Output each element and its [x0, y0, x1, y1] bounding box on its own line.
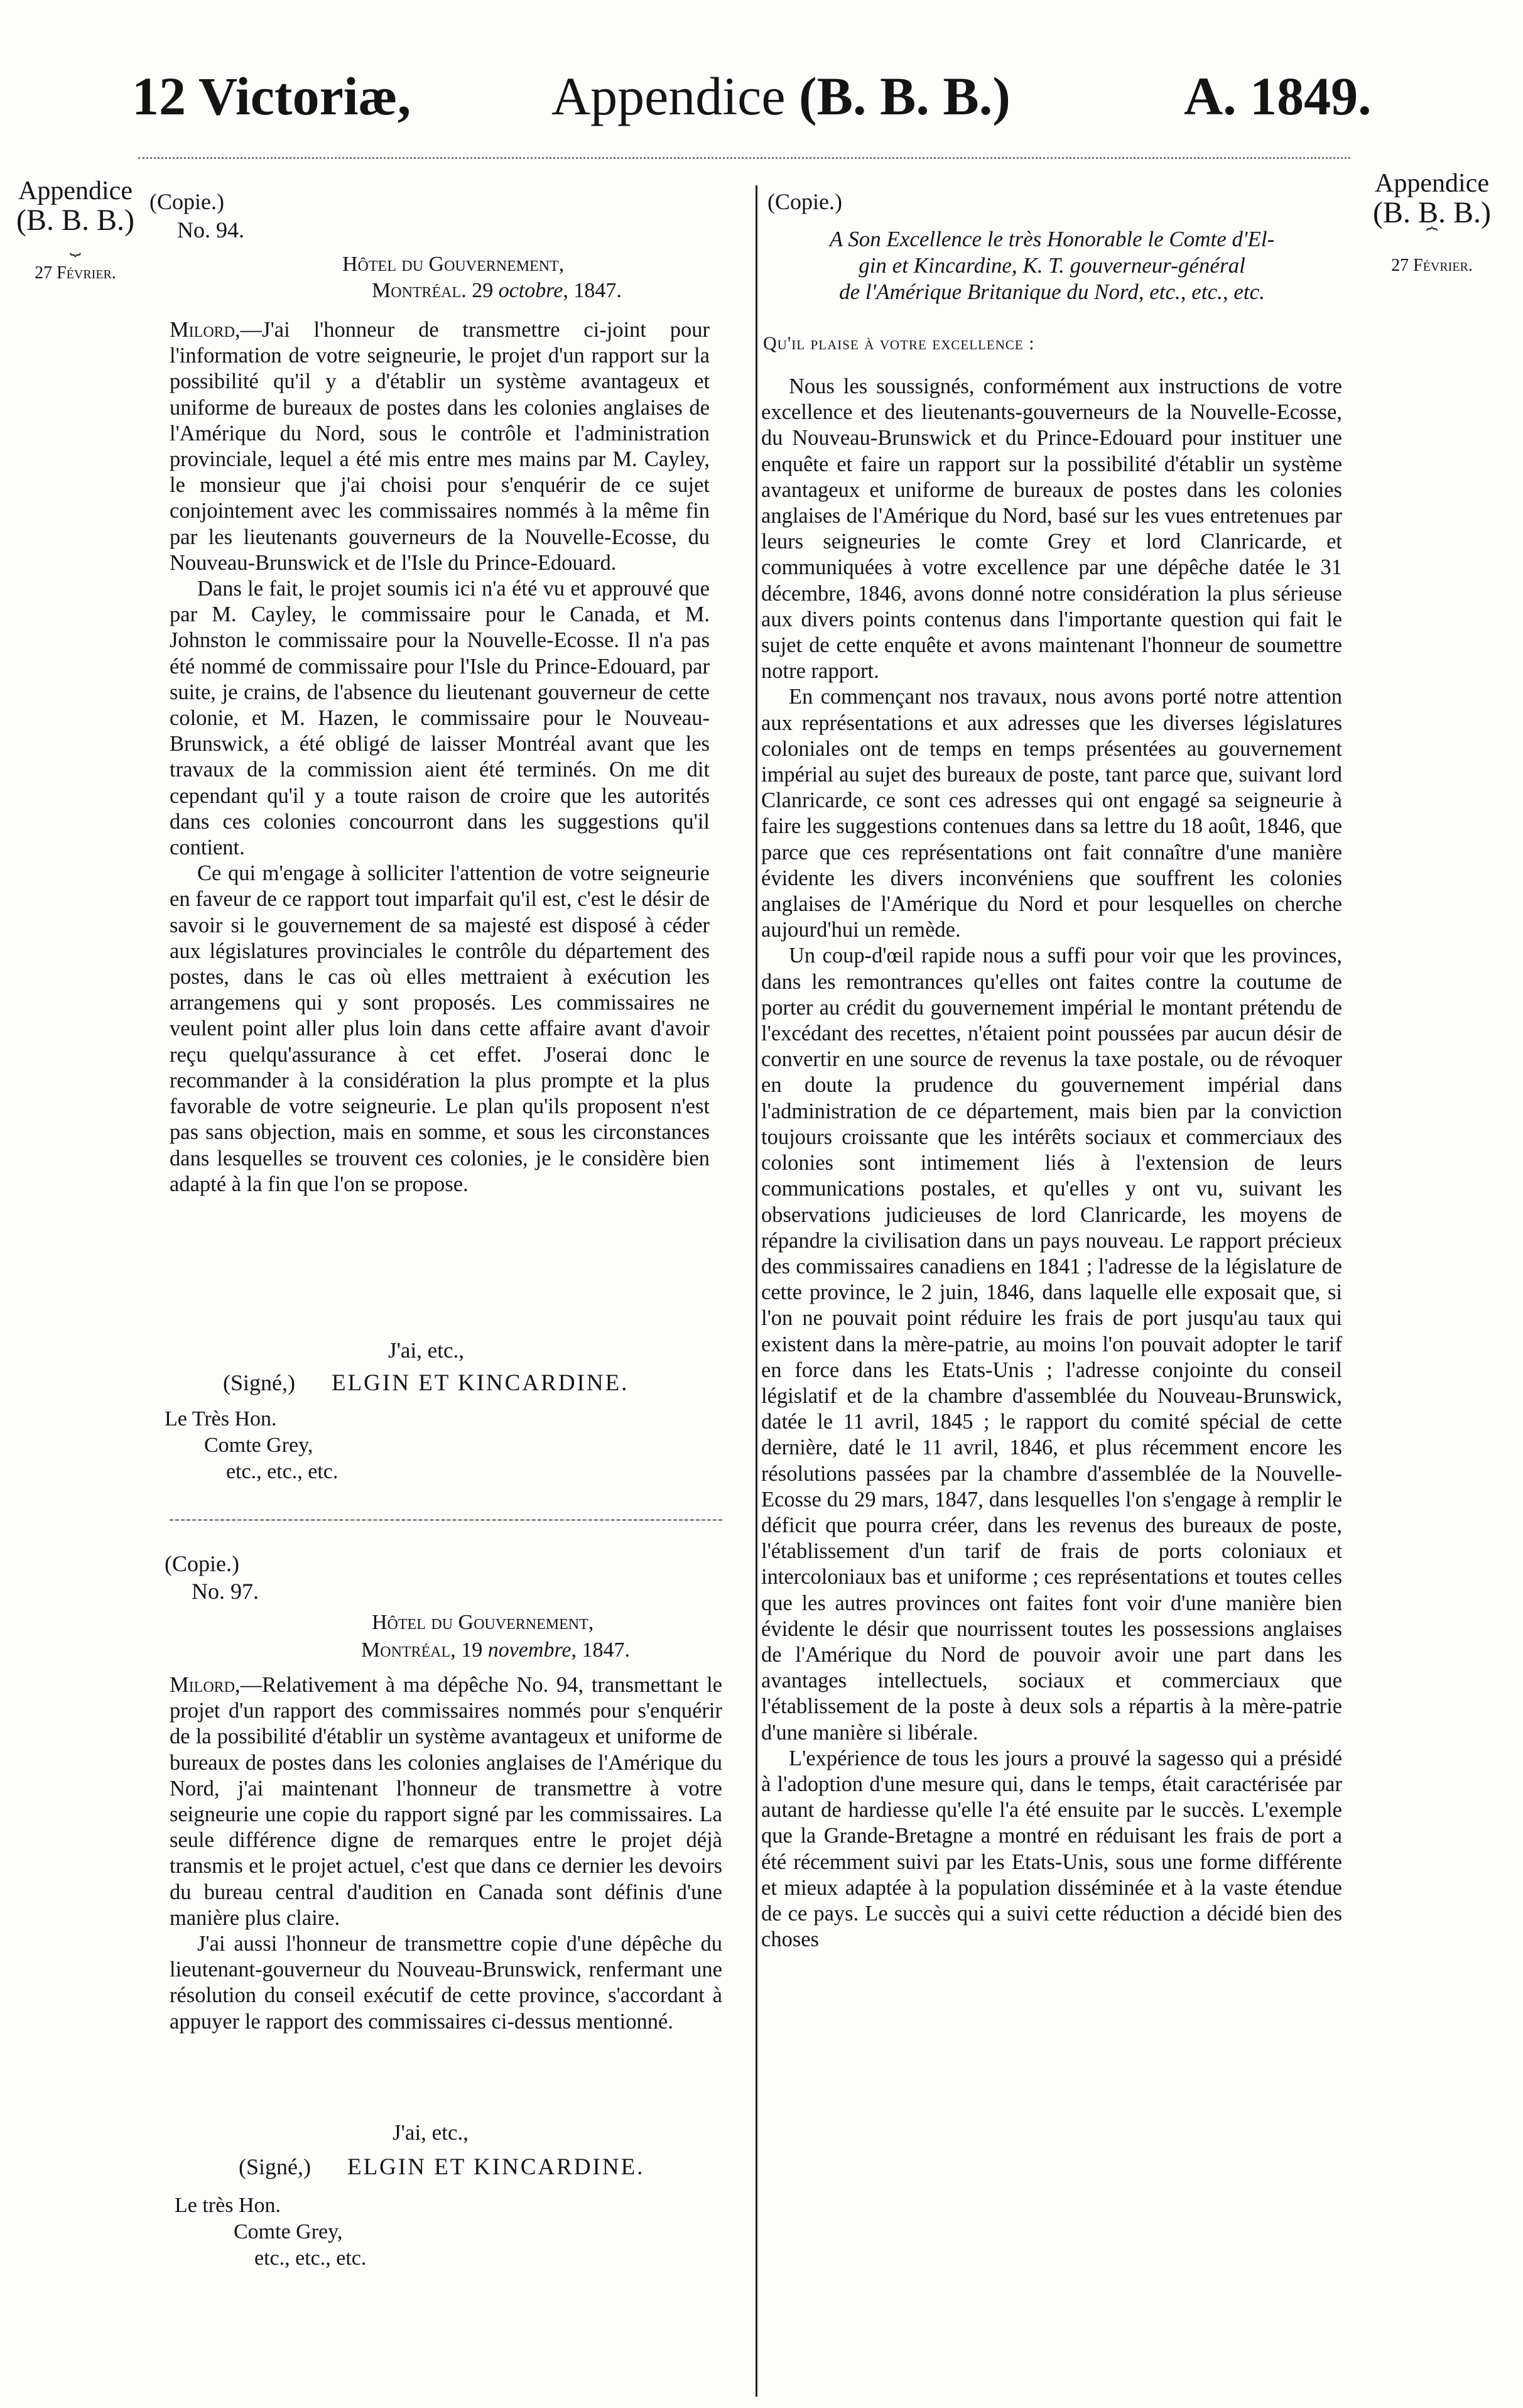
letter2-addressee-1: Le très Hon. — [175, 2194, 281, 2217]
header-session: 12 Victoriæ, — [132, 66, 411, 126]
letter2-body — [170, 1672, 722, 2035]
letter1-signe: (Signé,) — [223, 1370, 295, 1395]
letter1-paragraph-1-text: —J'ai l'honneur de transmettre ci-joint pour l'information de votre seigneurie, le projet d'un rapport sur la possibilité qu'il y a d'établir un système avantageux et uniforme de bureaux de postes dans les colonies anglaises de l'Amérique du Nord, sous le contrôle et l'administration provinciale, lequel a été mis entre mes mains par M. Cayley, le monsieur que j'ai choisi pour s'enquérir de ce sujet conjointement avec les commissaires nommés à la même fin par les lieutenants gouverneurs de la Nouvelle-Ecosse, du Nouveau-Brunswick et de l'Isle du Prince-Edouard. — [170, 318, 710, 575]
letter1-addressee-3: etc., etc., etc. — [226, 1460, 339, 1483]
right-paragraph-4: L'expérience de tous les jours a prouvé la sagesso qui a présidé à l'adoption d'une mesure qui, dans le temps, était caractérisée par autant de hardiesse qu'elle l'a été ensuite par le succès. L'exemple que la Grande-Bretagne a montré en réduisant les frais de port a été récemment suivi par les Etats-Unis, sous une forme différente et mieux adaptée à la population disséminée et à la vaste étendue de ce pays. Le succès qui a suivi cette réduction a décidé bien des choses — [761, 1746, 1342, 1952]
letter1-place: Hôtel du Gouvernement, — [342, 253, 565, 276]
letter1-paragraph-3: Ce qui m'engage à solliciter l'attention de votre seigneurie en faveur de ce rapport tout imparfait qu'il est, c'est le désir de savoir si le gouvernement de sa majesté est disposé à céder aux législatures provinciales le contrôle du département des postes, dans le cas où elles mettraient à exécution les arrangemens qui y sont proposés. Les commissaires ne veulent point aller plus loin dans cette affaire avant d'avoir reçu quelqu'assurance à cet effet. J'oserai donc le recommander à la considération la plus prompte et la plus favorable de votre seigneurie. Le plan qu'ils proposent n'est pas sans objection, mais en somme, et sous les circonstances dans lesquelles se trouvent ces colonies, je le considère bien adapté à la fin que l'on se propose. — [170, 861, 710, 1196]
letter1-salutation: Milord, — [170, 318, 241, 342]
right-body — [761, 374, 1342, 1953]
right-paragraph-3: Un coup-d'œil rapide nous a suffi pour voir que les provinces, dans les remontrances qu'elles ont faites contre la coutume de porter au crédit du gouvernement impérial le montant prétendu de l'excédant des recettes, n'étaient point poussées par aucun désir de convertir en une source de revenus la taxe postale, ou de révoquer en doute la prudence du gouvernement impérial dans l'administration de ce département, mais bien par la conviction toujours croissante que les intérêts sociaux et commerciaux des colonies sont intimement liés à l'extension de leurs communications postales, et qu'elles y ont vu, suivant les observations judicieuses de lord Clanricarde, les moyens de répandre la civilisation dans un pays nouveau. Le rapport précieux des commissaires canadiens en 1841 ; l'adresse de la législature de cette province, le 2 juin, 1846, dans laquelle elle exposait que, si l'on ne pouvait point réduire les frais de port jusqu'au taux qui existent dans la mère-patrie, au moins l'on pouvait adopter le tarif en force dans les Etats-Unis ; l'adresse conjointe du conseil législatif et de la chambre d'assemblée du Nouveau-Brunswick, datée le 11 avril, 1845 ; le rapport du comité spécial de cette dernière, daté le 11 avril, 1846, et plus récemment encore les résolutions passées par la chambre d'assemblée de la Nouvelle-Ecosse du 29 mars, 1847, dans lesquelles l'on s'engage à remplir le déficit que pourra créer, dans les revenus des bureaux de poste, l'établissement d'un tarif de frais de ports coloniaux et intercoloniaux bas et uniforme ; ces représentations et toutes celles que les autres provinces ont faites font voir d'une manière bien évidente le désir que nourrissent toutes les possessions anglaises de l'Amérique du Nord de pouvoir avoir une part dans les avantages intellectuels, sociaux et commerciaux que l'établissement de la poste à deux sols a répartis à la mère-patrie d'une manière si libérale. — [761, 944, 1342, 1745]
right-margin-code: (B. B. B.) — [1372, 196, 1491, 230]
letter2-paragraph-1-text: —Relativement à ma dépêche No. 94, transmettant le projet d'un rapport des commissaires nommés pour s'enquérir de la possibilité d'établir un système avantageux et uniforme de bureaux de postes dans les colonies anglaises de l'Amérique du Nord, j'ai maintenant l'honneur de transmettre à votre seigneurie une copie du rapport signé par les commissaires. La seule différence digne de remarques entre le projet déjà transmis et le projet actuel, c'est que dans ce dernier les devoirs du bureau central d'audition en Canada sont définis d'une manière plus claire. — [170, 1673, 722, 1930]
letter1-number: No. 94. — [177, 217, 244, 242]
letter1-body — [170, 317, 710, 1197]
letter1-signature: ELGIN ET KINCARDINE. — [331, 1370, 629, 1396]
letter2-addressee-2: Comte Grey, — [234, 2220, 343, 2243]
letter2-date-city: Montréal, — [361, 1638, 456, 1662]
right-plaise: Qu'il plaise à votre excellence : — [763, 333, 1035, 354]
right-margin-brace: ⏞ — [1426, 227, 1438, 249]
letter2-signe: (Signé,) — [239, 2154, 311, 2179]
letter1-copie: (Copie.) — [149, 189, 224, 214]
letter2-salutation: Milord, — [170, 1673, 241, 1697]
header-title — [551, 66, 1011, 126]
letter2-signature-line — [239, 2154, 644, 2181]
right-address-line-3: de l'Amérique Britanique du Nord, etc., etc., etc. — [839, 280, 1265, 304]
letter2-place: Hôtel du Gouvernement, — [372, 1611, 594, 1634]
letter2-closing: J'ai, etc., — [393, 2120, 469, 2145]
letter2-copie: (Copie.) — [165, 1551, 239, 1576]
letter2-addressee-3: etc., etc., etc. — [254, 2247, 367, 2270]
column-divider — [756, 185, 757, 2397]
header-code: (B. B. B.) — [799, 66, 1011, 126]
letter2-date-year: , 1847. — [571, 1638, 631, 1662]
left-margin-brace: ⏟ — [70, 235, 81, 256]
letter1-closing: J'ai, etc., — [388, 1338, 464, 1363]
letter1-paragraph-1 — [170, 317, 710, 576]
letter1-addressee-1: Le Très Hon. — [165, 1407, 277, 1430]
left-margin-label: Appendice — [18, 177, 133, 205]
header-year: A. 1849. — [1184, 66, 1372, 126]
letter1-date-year: , 1847. — [563, 279, 622, 302]
right-copie: (Copie.) — [767, 189, 842, 214]
right-paragraph-2: En commençant nos travaux, nous avons porté notre attention aux représentations et aux adresses que les diverses législatures coloniales ont de temps en temps présentées au gouvernement impérial au sujet des bureaux de poste, tant parce que, suivant lord Clanricarde, ce sont ces adresses qui ont engagé sa seigneurie à faire les suggestions contenues dans sa lettre du 18 août, 1846, que parce que ces représentations ont fait connaître d'une manière évidente les divers inconvéniens que souffrent les colonies anglaises de l'Amérique du Nord et pour lesquelles on cherche aujourd'hui un remède. — [761, 685, 1342, 942]
header-appendice: Appendice — [551, 66, 786, 126]
right-margin-date: 27 Février. — [1391, 256, 1473, 276]
right-paragraph-1: Nous les soussignés, conformément aux instructions de votre excellence et des lieutenants-gouverneurs de la Nouvelle-Ecosse, du Nouveau-Brunswick et du Prince-Edouard pour instituer une enquête et faire un rapport sur la possibilité d'établir un système avantageux et uniforme de bureaux de postes dans les colonies anglaises de l'Amérique du Nord, basé sur les vues entretenues par leurs seigneuries le comte Grey et lord Clanricarde, et communiquées à votre excellence par une dépêche datée le 31 décembre, 1846, avons donné notre considération la plus sérieuse aux divers points contenus dans l'importante question qui fait le sujet de cette enquête et avons maintenant l'honneur de soumettre notre rapport. — [761, 374, 1342, 684]
left-margin-date: 27 Février. — [35, 263, 116, 283]
right-margin-note — [1357, 170, 1507, 275]
letter2-date-month: novembre — [487, 1638, 572, 1662]
letter1-date-city: Montréal. — [372, 279, 467, 302]
letter1-paragraph-2: Dans le fait, le projet soumis ici n'a été vu et approuvé que par M. Cayley, le commissaire pour le Canada, et M. Johnston le commissaire pour la Nouvelle-Ecosse. Il n'a pas été nommé de commissaire pour l'Isle du Prince-Edouard, par suite, je crains, de l'absence du lieutenant gouverneur de cette colonie, et M. Hazen, le commissaire pour le Nouveau-Brunswick, a été obligé de laisser Montréal avant que les travaux de la commission aient été terminés. On me dit cependant qu'il y a toute raison de croire que les autorités dans ces colonies concourront dans les suggestions qu'il contient. — [170, 577, 710, 860]
left-margin-code: (B. B. B.) — [16, 204, 134, 237]
letter2-paragraph-1 — [170, 1672, 722, 1931]
letter1-signature-line — [223, 1370, 629, 1397]
letter-separator — [170, 1519, 722, 1521]
right-margin-label: Appendice — [1375, 169, 1489, 198]
letter1-date-month: octobre — [498, 279, 563, 302]
letter1-addressee-2: Comte Grey, — [204, 1434, 313, 1457]
letter1-date-day: 29 — [472, 279, 494, 302]
right-address-line-2: gin et Kincardine, K. T. gouverneur-général — [859, 253, 1245, 278]
letter2-date-day: 19 — [461, 1638, 483, 1662]
letter2-date — [361, 1637, 630, 1664]
letter2-paragraph-2: J'ai aussi l'honneur de transmettre copie d'une dépêche du lieutenant-gouverneur du Nouveau-Brunswick, renfermant une résolution du conseil exécutif de cette province, s'accordant à appuyer le rapport des commissaires ci-dessus mentionné. — [170, 1932, 722, 2034]
header-rule — [138, 157, 1350, 159]
letter2-number: No. 97. — [192, 1579, 259, 1604]
right-address-line-1: A Son Excellence le très Honorable le Comte d'El- — [829, 227, 1275, 251]
left-margin-note — [6, 177, 144, 283]
letter1-date — [372, 278, 622, 304]
letter2-signature: ELGIN ET KINCARDINE. — [347, 2154, 645, 2180]
right-address — [763, 226, 1341, 305]
